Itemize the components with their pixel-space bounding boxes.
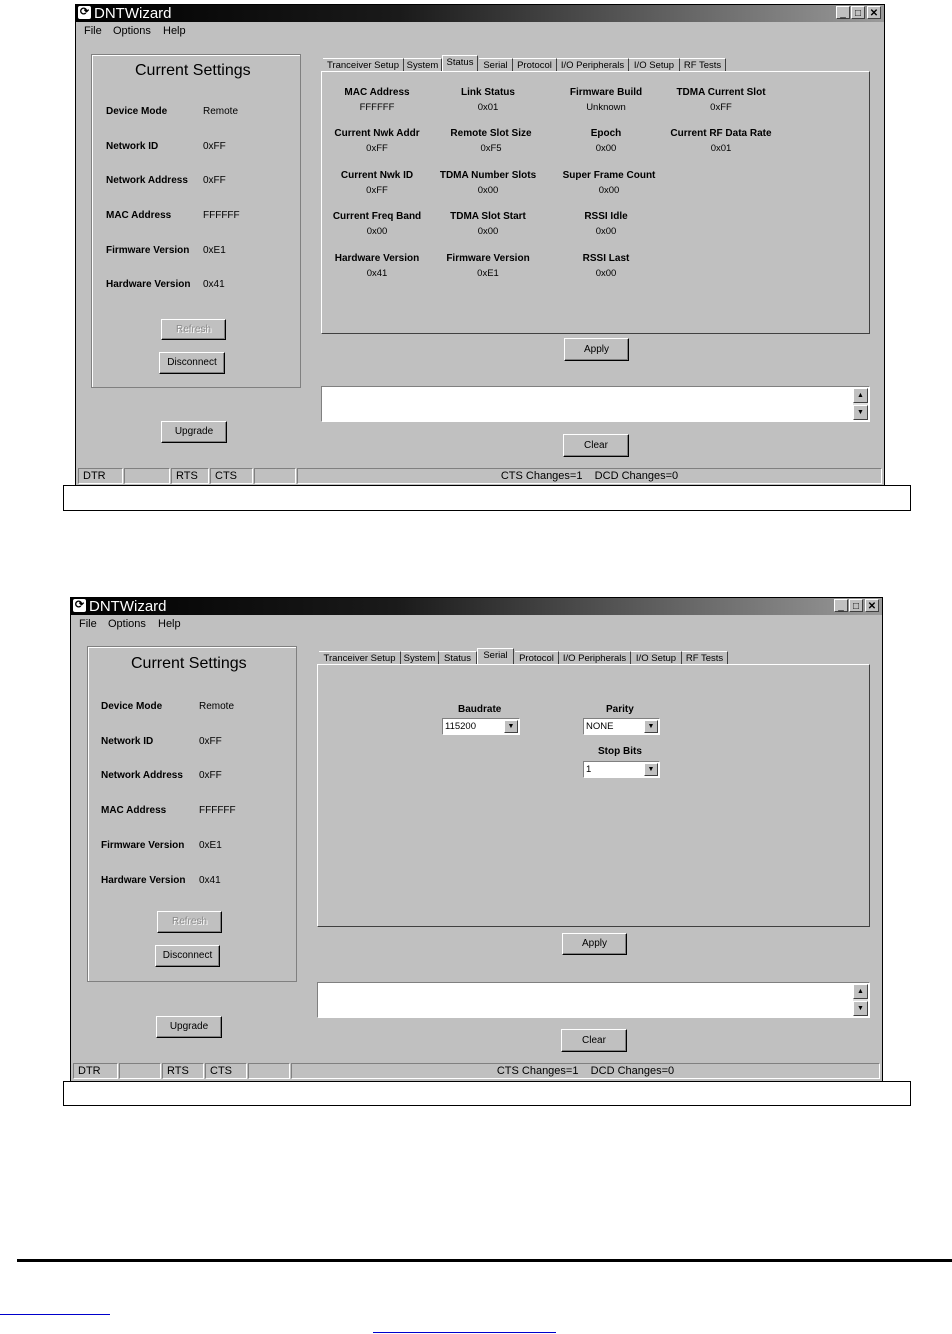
clear-button[interactable]: Clear <box>563 434 629 457</box>
device-mode-label: Device Mode <box>101 701 163 712</box>
figure-caption-box <box>63 1081 911 1106</box>
log-textbox[interactable] <box>321 386 870 422</box>
menu-options[interactable]: Options <box>108 618 146 630</box>
menu-options[interactable]: Options <box>113 25 151 37</box>
status-cell-value: 0xFF <box>366 185 388 196</box>
menu-help[interactable]: Help <box>158 618 181 630</box>
mac-address-label: MAC Address <box>101 805 167 816</box>
dtr-indicator: DTR <box>78 468 123 484</box>
tab-io-peripherals[interactable]: I/O Peripherals <box>559 651 631 664</box>
status-cell-value: 0xE1 <box>477 268 499 279</box>
status-cell <box>433 253 543 279</box>
window-title: DNTWizard <box>94 5 172 22</box>
chevron-down-icon[interactable]: ▼ <box>644 720 658 733</box>
minimize-icon[interactable]: _ <box>834 599 848 612</box>
status-cell <box>322 170 432 196</box>
menu-help[interactable]: Help <box>163 25 186 37</box>
firmware-version-label: Firmware Version <box>101 840 185 851</box>
current-settings-title: Current Settings <box>131 655 247 672</box>
dtr-indicator: DTR <box>73 1063 118 1079</box>
hardware-version-label: Hardware Version <box>106 279 191 290</box>
firmware-version-value: 0xE1 <box>203 245 226 256</box>
status-cell-label: Remote Slot Size <box>450 128 532 139</box>
tab-tranceiver-setup[interactable]: Tranceiver Setup <box>323 58 404 71</box>
tab-io-setup[interactable]: I/O Setup <box>629 58 680 71</box>
status-message: CTS Changes=1 DCD Changes=0 <box>297 468 882 484</box>
hardware-version-value: 0x41 <box>199 875 221 886</box>
parity-label: Parity <box>606 704 634 715</box>
tab-status[interactable]: Status <box>442 55 478 72</box>
status-cell <box>433 170 543 196</box>
firmware-version-value: 0xE1 <box>199 840 222 851</box>
network-address-value: 0xFF <box>203 175 226 186</box>
hardware-version-value: 0x41 <box>203 279 225 290</box>
minimize-icon[interactable]: _ <box>836 6 850 19</box>
parity-value: NONE <box>586 721 614 732</box>
refresh-button[interactable]: Refresh <box>161 319 226 340</box>
refresh-button[interactable]: Refresh <box>157 911 222 933</box>
device-mode-label: Device Mode <box>106 106 168 117</box>
rts-indicator: RTS <box>171 468 209 484</box>
parity-select[interactable] <box>583 718 660 735</box>
tab-strip <box>319 649 739 664</box>
baudrate-value: 115200 <box>445 721 476 732</box>
blank-indicator <box>124 468 170 484</box>
clear-button[interactable]: Clear <box>561 1029 627 1052</box>
tab-protocol[interactable]: Protocol <box>513 58 557 71</box>
stop-bits-label: Stop Bits <box>598 746 642 757</box>
footer-link-underline[interactable] <box>373 1332 556 1333</box>
status-message: CTS Changes=1 DCD Changes=0 <box>291 1063 880 1079</box>
blank-indicator <box>254 468 296 484</box>
serial-tab-panel <box>317 664 870 927</box>
tab-serial[interactable]: Serial <box>477 648 514 665</box>
status-cell-value: 0x00 <box>595 268 617 279</box>
status-cell-value: FFFFFF <box>359 102 395 113</box>
status-cell-label: Firmware Build <box>569 87 643 98</box>
status-cell-value: 0x41 <box>366 268 388 279</box>
footer-rule <box>17 1259 952 1262</box>
rts-indicator: RTS <box>162 1063 204 1079</box>
status-cell-value: 0x00 <box>595 143 617 154</box>
status-cell-label: RSSI Last <box>582 253 630 264</box>
disconnect-button[interactable]: Disconnect <box>155 945 220 967</box>
status-cell-value: 0xFF <box>366 143 388 154</box>
hardware-version-label: Hardware Version <box>101 875 186 886</box>
status-cell <box>551 128 661 154</box>
status-cell <box>554 170 664 196</box>
status-cell-label: RSSI Idle <box>584 211 628 222</box>
scroll-up-icon[interactable]: ▲ <box>853 388 868 403</box>
baudrate-select[interactable] <box>442 718 520 735</box>
dntwizard-window-serial <box>70 597 883 1082</box>
status-tab-panel <box>321 71 870 334</box>
stop-bits-value: 1 <box>586 764 592 775</box>
status-cell <box>433 87 543 113</box>
device-mode-value: Remote <box>199 701 235 712</box>
status-cell-label: Epoch <box>590 128 622 139</box>
disconnect-button[interactable]: Disconnect <box>159 352 225 374</box>
maximize-icon[interactable]: □ <box>849 599 863 612</box>
menu-bar <box>71 616 882 632</box>
cts-indicator: CTS <box>205 1063 247 1079</box>
title-bar[interactable] <box>76 5 884 22</box>
upgrade-button[interactable]: Upgrade <box>156 1016 222 1038</box>
status-cell-value: 0xFF <box>710 102 732 113</box>
firmware-version-label: Firmware Version <box>106 245 190 256</box>
menu-bar <box>76 23 884 39</box>
status-cell-label: Link Status <box>461 87 515 98</box>
baudrate-label: Baudrate <box>458 704 502 715</box>
stop-bits-select[interactable] <box>583 761 660 778</box>
network-id-value: 0xFF <box>203 141 226 152</box>
status-cell-label: TDMA Slot Start <box>450 211 526 222</box>
status-cell-label: MAC Address <box>344 87 410 98</box>
status-cell <box>551 253 661 279</box>
blank-indicator <box>248 1063 290 1079</box>
scroll-down-icon[interactable]: ▼ <box>853 405 868 420</box>
status-cell-value: 0x00 <box>477 226 499 237</box>
status-cell-value: 0x00 <box>598 185 620 196</box>
footer-link-underline[interactable] <box>0 1314 110 1315</box>
status-cell-value: 0x01 <box>477 102 499 113</box>
log-textbox[interactable] <box>317 982 870 1018</box>
cts-indicator: CTS <box>210 468 253 484</box>
status-cell-label: Current Freq Band <box>332 211 422 222</box>
status-cell-label: Current Nwk Addr <box>334 128 420 139</box>
app-refresh-icon: ⟳ <box>74 599 85 611</box>
status-cell <box>322 211 432 237</box>
tab-rf-tests[interactable]: RF Tests <box>680 58 726 71</box>
status-cell <box>551 87 661 113</box>
status-bar <box>71 1062 882 1080</box>
close-icon[interactable]: ✕ <box>865 599 879 612</box>
current-settings-group <box>91 54 301 388</box>
tab-system[interactable]: System <box>401 651 439 664</box>
title-bar[interactable] <box>71 598 882 615</box>
tab-rf-tests[interactable]: RF Tests <box>682 651 728 664</box>
status-cell <box>322 128 432 154</box>
mac-address-value: FFFFFF <box>199 805 236 816</box>
maximize-icon[interactable]: □ <box>851 6 865 19</box>
network-id-label: Network ID <box>106 141 159 152</box>
device-mode-value: Remote <box>203 106 239 117</box>
status-bar <box>76 467 884 485</box>
menu-file[interactable]: File <box>79 618 97 630</box>
status-cell <box>436 128 546 154</box>
apply-button[interactable]: Apply <box>564 338 629 361</box>
menu-file[interactable]: File <box>84 25 102 37</box>
status-cell-label: TDMA Number Slots <box>439 170 537 181</box>
mac-address-label: MAC Address <box>106 210 172 221</box>
app-refresh-icon: ⟳ <box>79 6 90 18</box>
dntwizard-window-status <box>75 4 885 487</box>
status-cell-value: Unknown <box>586 102 626 113</box>
status-cell-value: 0x00 <box>595 226 617 237</box>
tab-tranceiver-setup[interactable]: Tranceiver Setup <box>319 651 401 664</box>
status-cell-label: TDMA Current Slot <box>676 87 766 98</box>
tab-system[interactable]: System <box>404 58 442 71</box>
scroll-down-icon[interactable]: ▼ <box>853 1001 868 1016</box>
window-title: DNTWizard <box>89 598 167 615</box>
status-cell-label: Super Frame Count <box>562 170 656 181</box>
status-cell <box>322 87 432 113</box>
status-cell <box>433 211 543 237</box>
tab-serial[interactable]: Serial <box>479 58 513 71</box>
status-cell-label: Current Nwk ID <box>340 170 414 181</box>
status-cell <box>661 87 781 113</box>
chevron-down-icon[interactable]: ▼ <box>504 720 518 733</box>
status-cell <box>322 253 432 279</box>
status-cell-value: 0xF5 <box>480 143 502 154</box>
close-icon[interactable]: ✕ <box>867 6 881 19</box>
tab-io-setup[interactable]: I/O Setup <box>631 651 682 664</box>
chevron-down-icon[interactable]: ▼ <box>644 763 658 776</box>
figure-caption-box <box>63 485 911 511</box>
mac-address-value: FFFFFF <box>203 210 240 221</box>
tab-status[interactable]: Status <box>439 651 477 664</box>
tab-protocol[interactable]: Protocol <box>515 651 559 664</box>
tab-strip <box>323 56 743 71</box>
scroll-up-icon[interactable]: ▲ <box>853 984 868 999</box>
log-scrollbar[interactable] <box>853 984 868 1016</box>
status-cell-value: 0x00 <box>477 185 499 196</box>
status-cell-value: 0x01 <box>710 143 732 154</box>
tab-io-peripherals[interactable]: I/O Peripherals <box>557 58 629 71</box>
network-id-value: 0xFF <box>199 736 222 747</box>
network-address-label: Network Address <box>101 770 183 781</box>
blank-indicator <box>119 1063 161 1079</box>
status-cell-label: Hardware Version <box>334 253 420 264</box>
status-cell-value: 0x00 <box>366 226 388 237</box>
status-cell <box>661 128 781 154</box>
current-settings-title: Current Settings <box>135 62 251 79</box>
upgrade-button[interactable]: Upgrade <box>161 421 227 443</box>
current-settings-group <box>87 646 297 982</box>
apply-button[interactable]: Apply <box>562 933 627 955</box>
network-address-label: Network Address <box>106 175 188 186</box>
log-scrollbar[interactable] <box>853 388 868 420</box>
network-address-value: 0xFF <box>199 770 222 781</box>
status-cell-label: Current RF Data Rate <box>670 128 772 139</box>
status-cell-label: Firmware Version <box>446 253 530 264</box>
status-cell <box>551 211 661 237</box>
network-id-label: Network ID <box>101 736 154 747</box>
